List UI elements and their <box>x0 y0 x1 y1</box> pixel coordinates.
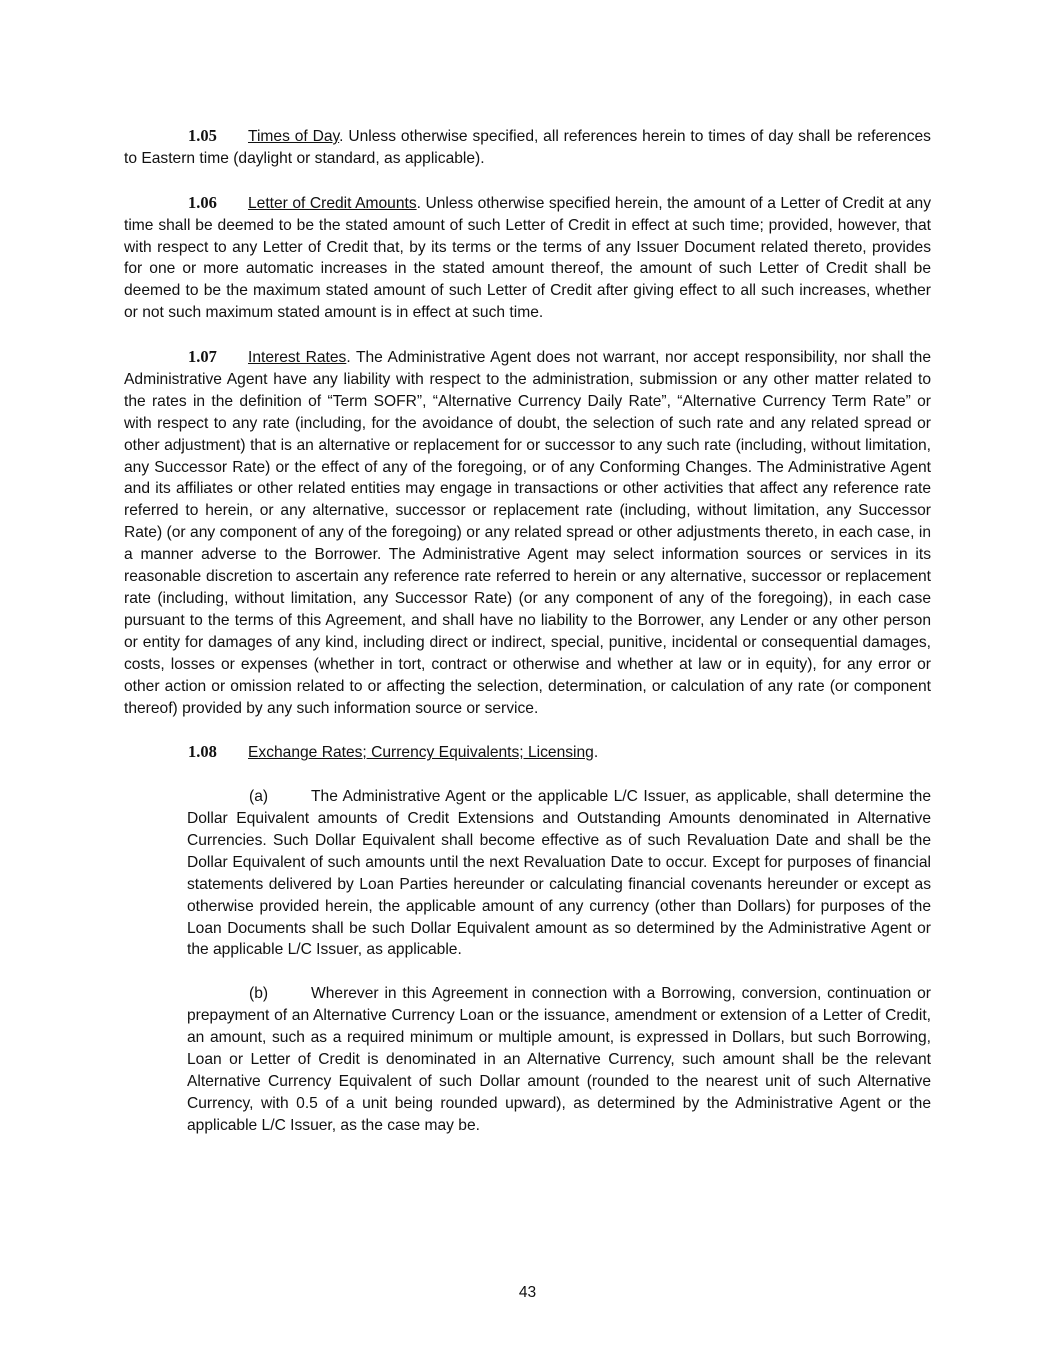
section-text: . Unless otherwise specified, all references herein to times of day shall be references to Eastern time (daylight or standard, as applicable). <box>124 128 931 167</box>
subsection-label: (b) <box>249 985 269 1003</box>
section-1-05 <box>124 125 931 170</box>
section-heading: Letter of Credit Amounts <box>248 194 417 212</box>
section-number: 1.05 <box>188 126 217 145</box>
subsection-text: Wherever in this Agreement in connection with a Borrowing, conversion, continuation or prepayment of an Alternative Currency Loan or the issuance, amendment or extension of a Letter of Credit, an amount, such as a required minimum or multiple amount, is expressed in Dollars, but such Borrowing, Loan or Letter of Credit is denominated in an Alternative Currency, such amount shall be the relevant Alternative Currency Equivalent of such Dollar amount (rounded to the nearest unit of such Alternative Currency, with 0.5 of a unit being rounded upward), as determined by the Administrative Agent or the applicable L/C Issuer, as the case may be. <box>187 985 931 1134</box>
section-text: . The Administrative Agent does not warrant, nor accept responsibility, nor shall the Administrative Agent have any liability with respect to the administration, submission or any other matter related to the rates in the definition of “Term SOFR”, “Alternative Currency Daily Rate”, “Alternative Currency Term Rate” or with respect to any rate (including, for the avoidance of doubt, the selection of such rate and any related spread or other adjustment) that is an alternative or replacement for or successor to any such rate (including, without limitation, any Successor Rate) or the effect of any of the foregoing, or of any Conforming Changes. The Administrative Agent and its affiliates or other related entities may engage in transactions or other activities that affect any reference rate referred to herein, or any alternative, successor or replacement rate (including, without limitation, any Successor Rate) (or any component of any of the foregoing) or any related spread or other adjustments thereto, in each case, in a manner adverse to the Borrower. The Administrative Agent may select information sources or services in its reasonable discretion to ascertain any reference rate referred to herein or any alternative, successor or replacement rate (including, without limitation, any Successor Rate) (or any component of any of the foregoing), in each case pursuant to the terms of this Agreement, and shall have no liability to the Borrower, any Lender or any other person or entity for damages of any kind, including direct or indirect, special, punitive, incidental or consequential damages, costs, losses or expenses (whether in tort, contract or otherwise and whether at law or in equity), for any error or other action or omission related to or affecting the selection, determination, or calculation of any rate (or component thereof) provided by any such information source or service. <box>124 349 932 717</box>
section-heading-suffix: . <box>593 744 599 762</box>
section-heading: Interest Rates <box>248 349 347 367</box>
section-1-07 <box>124 346 931 719</box>
section-number: 1.07 <box>188 347 217 367</box>
section-number: 1.08 <box>188 742 217 762</box>
page-number: 43 <box>518 1284 537 1301</box>
section-heading: Times of Day <box>248 128 340 145</box>
section-text: . Unless otherwise specified herein, the amount of a Letter of Credit at any time shall be deemed to be the stated amount of such Letter of Credit in effect at such time; provided, however, that with respect to any Letter of Credit that, by its terms or the terms of any Issuer Document related thereto, provides for one or more automatic increases in the stated amount thereof, the amount of such Letter of Credit shall be deemed to be the maximum stated amount of such Letter of Credit after giving effect to all such increases, whether or not such maximum stated amount is in effect at such time. <box>124 194 931 322</box>
document-page <box>124 125 931 1159</box>
subsection-b <box>187 983 931 1136</box>
subsection-label: (a) <box>249 788 269 806</box>
subsection-a <box>187 786 931 961</box>
section-1-06 <box>124 192 931 324</box>
section-number: 1.06 <box>188 192 217 212</box>
subsection-text: The Administrative Agent or the applicable L/C Issuer, as applicable, shall determine the Dollar Equivalent amounts of Credit Extensions and Outstanding Amounts denominated in Alternative Currencies. Such Dollar Equivalent shall become effective as of such Revaluation Date and shall be the Dollar Equivalent of such amounts until the next Revaluation Date to occur. Except for purposes of financial statements delivered by Loan Parties hereunder or calculating financial covenants hereunder or except as otherwise provided herein, the applicable amount of any currency (other than Dollars) for purposes of the Loan Documents shall be such Dollar Equivalent amount as so determined by the Administrative Agent or the applicable L/C Issuer, as applicable. <box>187 788 931 959</box>
section-heading: Exchange Rates; Currency Equivalents; Licensing <box>248 744 594 762</box>
section-1-08-heading <box>188 741 931 764</box>
